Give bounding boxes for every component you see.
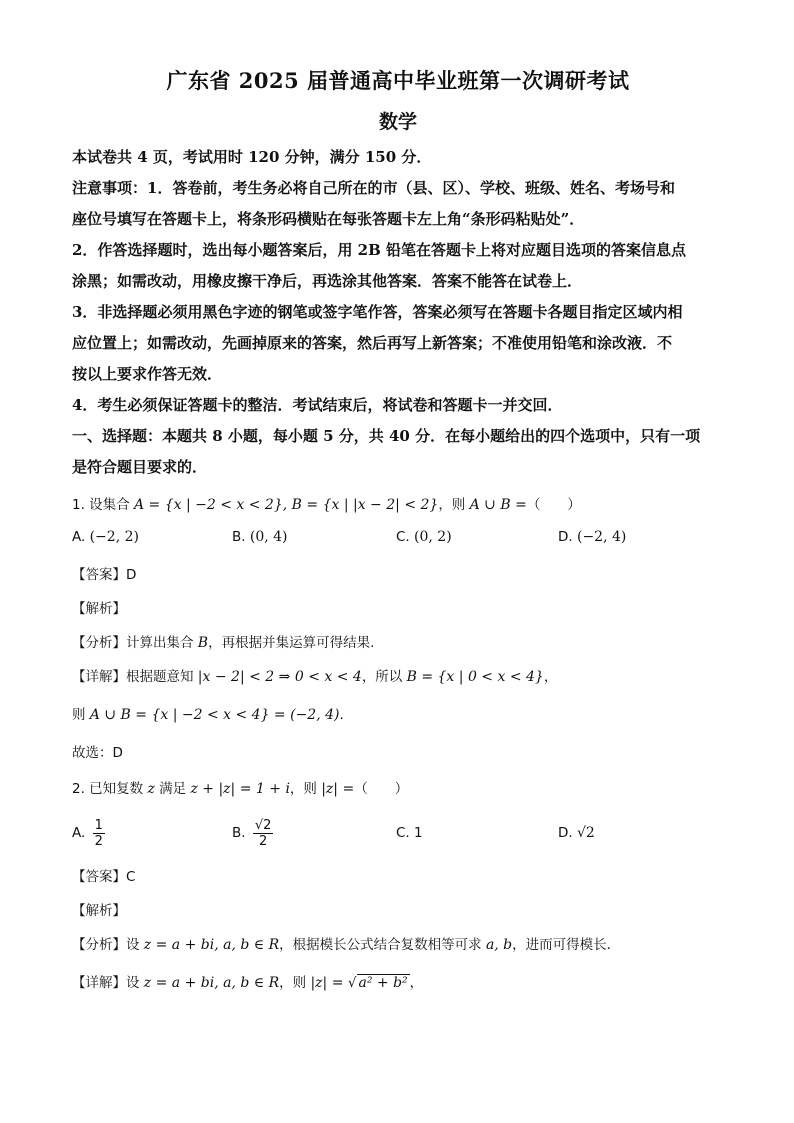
q1-detail-setb: B = {x | 0 < x < 4} (406, 669, 544, 685)
section-1b: 是符合题目要求的． (72, 458, 208, 476)
q2-option-d-value: √2 (576, 825, 595, 841)
question-1-stem (72, 495, 724, 515)
q2-mid2: ，则 (289, 781, 322, 797)
section-1a: 一、选择题：本题共 8 小题，每小题 5 分，共 40 分．在每小题给出的四个选项中，只有一项 (72, 427, 701, 445)
q2-mid: 满足 (154, 781, 191, 797)
q2-sqrt-sign: √ (347, 975, 357, 991)
q2-detail-set: z = a + bi, a, b ∈ R (143, 975, 280, 991)
q1-fenxi-a: 计算出集合 (126, 635, 198, 651)
q2-detail (72, 973, 724, 993)
q2-z: z (147, 781, 155, 797)
q2-option-d-label: D. (558, 825, 573, 841)
q1-mid: ，则 (438, 497, 470, 513)
q1-sep: , (282, 497, 292, 513)
q2-suffix: （ ） (354, 781, 409, 797)
q1-analysis-tag: 【解析】 (72, 601, 126, 617)
q2-answer-value: C (126, 869, 136, 885)
q2-detail-c: ， (409, 975, 424, 991)
q2-fenxi-tag: 【分析】 (72, 937, 126, 953)
q1-option-d (558, 527, 626, 547)
q2-fenxi (72, 935, 724, 955)
q2-cond: z + |z| = 1 + i (190, 781, 290, 797)
q2-detail-a: 设 (126, 975, 144, 991)
q1-then-expr: A ∪ B = {x | −2 < x < 4} = (−2, 4) (89, 707, 340, 723)
exam-title: 广东省 2025 届普通高中毕业班第一次调研考试 (166, 68, 630, 93)
q1-option-d-value: (−2, 4) (576, 529, 627, 545)
q2-option-a-num: 1 (94, 817, 103, 833)
q2-option-a-fraction (93, 818, 105, 849)
q1-option-a-label: A. (72, 529, 86, 545)
q1-then-a: 则 (72, 707, 90, 723)
q1-fenxi (72, 633, 724, 653)
q1-answer-tag: 【答案】 (72, 567, 126, 583)
note-3b: 应位置上；如需改动，先画掉原来的答案，然后再写上新答案；不准使用铅笔和涂改液．不 (72, 334, 673, 352)
q2-detail-tag: 【详解】 (72, 975, 126, 991)
note-4: 4．考生必须保证答题卡的整洁．考试结束后，将试卷和答题卡一并交回． (72, 396, 563, 414)
q1-set-a: A = {x | −2 < x < 2} (133, 497, 283, 513)
q1-detail-b: ，所以 (361, 669, 407, 685)
q2-analysis-tag: 【解析】 (72, 903, 126, 919)
q1-option-d-label: D. (558, 529, 573, 545)
q1-fenxi-var: B (197, 635, 209, 651)
q1-prefix: 1. 设集合 (72, 497, 134, 513)
q2-prefix: 2. 已知复数 (72, 781, 148, 797)
q1-detail-a: 根据题意知 (126, 669, 198, 685)
q1-answer-value: D (126, 567, 137, 583)
q1-option-a-value: (−2, 2) (89, 529, 139, 545)
q1-option-b-value: (0, 4) (249, 529, 288, 545)
q2-fenxi-a: 设 (126, 937, 144, 953)
q2-option-c-label: C. (396, 825, 410, 841)
note-3c: 按以上要求作答无效． (72, 365, 223, 383)
q1-then-b: . (339, 707, 344, 723)
q2-detail-mod: |z| = (310, 975, 348, 991)
q2-detail-b: ，则 (279, 975, 311, 991)
exam-subject: 数学 (378, 111, 417, 133)
q2-fenxi-ab: a, b (485, 937, 513, 953)
q2-answer-tag: 【答案】 (72, 869, 126, 885)
question-2-stem (72, 779, 724, 799)
q1-answer (72, 565, 724, 585)
q2-options (72, 813, 724, 853)
q1-option-c-value: (0, 2) (414, 529, 452, 545)
q1-option-c-label: C. (396, 529, 410, 545)
q1-fenxi-tag: 【分析】 (72, 635, 126, 651)
q1-suffix: （ ） (526, 497, 581, 513)
q2-ask: |z| = (321, 781, 355, 797)
q1-detail-c: ， (543, 669, 558, 685)
q2-detail-radicand: a² + b² (358, 975, 408, 991)
q2-answer (72, 867, 724, 887)
q1-fenxi-b: ，再根据并集运算可得结果. (208, 635, 375, 651)
q1-options (72, 527, 724, 551)
q2-option-d (558, 813, 595, 853)
q2-option-c-value: 1 (414, 825, 423, 841)
note-2b: 涂黑；如需改动，用橡皮擦干净后，再选涂其他答案．答案不能答在试卷上． (72, 272, 583, 290)
note-1b: 座位号填写在答题卡上，将条形码横贴在每张答题卡左上角“条形码粘贴处”． (72, 210, 585, 228)
q2-option-b-num: √2 (254, 817, 272, 833)
note-3a: 3．非选择题必须用黑色字迹的钢笔或签字笔作答，答案必须写在答题卡各题目指定区域内相 (72, 303, 683, 321)
q2-option-a (72, 813, 108, 853)
q2-option-b-label: B. (232, 825, 246, 841)
q1-detail-ineq: |x − 2| < 2 ⇒ 0 < x < 4 (197, 669, 362, 685)
q2-fenxi-c: ，进而可得模长. (512, 937, 611, 953)
q1-option-c (396, 527, 452, 547)
q1-option-b (232, 527, 288, 547)
q1-expr: A ∪ B = (469, 497, 527, 513)
q1-option-b-label: B. (232, 529, 246, 545)
q1-detail (72, 667, 724, 687)
q1-choose: 故选：D (72, 745, 123, 761)
q2-option-b-den: 2 (259, 833, 268, 849)
q2-option-b (232, 813, 276, 853)
intro-line: 本试卷共 4 页，考试用时 120 分钟，满分 150 分． (72, 148, 432, 166)
q2-option-a-label: A. (72, 825, 86, 841)
q2-fenxi-set: z = a + bi, a, b ∈ R (143, 937, 280, 953)
q2-option-a-den: 2 (94, 833, 103, 849)
q1-detail-tag: 【详解】 (72, 669, 126, 685)
q1-set-b: B = {x | |x − 2| < 2} (291, 497, 439, 513)
q1-then (72, 705, 724, 725)
note-1a: 注意事项：1．答卷前，考生务必将自己所在的市（县、区）、学校、班级、姓名、考场号和 (72, 179, 675, 197)
q2-option-b-fraction (253, 818, 274, 849)
q2-option-c (396, 813, 423, 853)
exam-page (72, 66, 724, 993)
note-2a: 2．作答选择题时，选出每小题答案后，用 2B 铅笔在答题卡上将对应题目选项的答案信息点 (72, 241, 687, 259)
q1-option-a (72, 527, 139, 547)
q2-fenxi-b: ，根据模长公式结合复数相等可求 (279, 937, 486, 953)
